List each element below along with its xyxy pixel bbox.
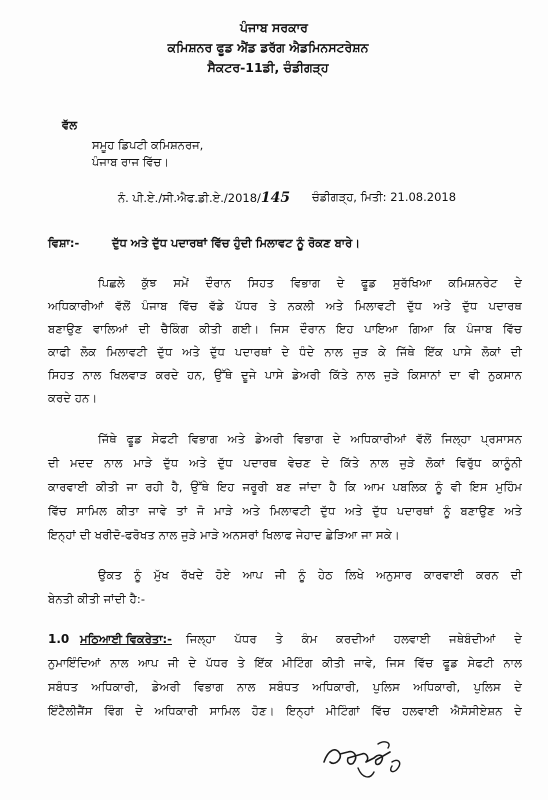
paragraph-2-line-4: ਵਿੱਚ ਸਾਮਿਲ ਕੀਤਾ ਜਾਵੇ ਤਾਂ ਜੋ ਮਾੜੇ ਅਤੇ ਮਿਲਾਵਟੀ ਦੁੱਧ ਅਤੇ ਦੁੱਧ ਪਦਾਰਥਾਂ ਨੂੰ ਬਣਾਉਣ ਅਤੇ <box>48 504 522 518</box>
reference-number <box>118 190 290 206</box>
place-date: ਚੰਡੀਗੜ੍ਹ, ਮਿਤੀ: 21.08.2018 <box>312 190 457 204</box>
paragraph-1-line-6: ਕਰਦੇ ਹਨ। <box>48 391 98 405</box>
section-number: 1.0 <box>48 632 70 646</box>
paragraph-2-line-2: ਦੀ ਮਦਦ ਨਾਲ ਮਾੜੇ ਦੁੱਧ ਅਤੇ ਦੁੱਧ ਪਦਾਰਥ ਵੇਚਣ ਦੇ ਕਿੱਤੇ ਨਾਲ ਜੁੜੇ ਲੋਕਾਂ ਵਿਰੁੱਧ ਕਾਨੂੰਨੀ <box>48 456 522 470</box>
paragraph-1-line-4: ਕਾਫੀ ਲੋਕ ਮਿਲਾਵਟੀ ਦੁੱਧ ਅਤੇ ਦੁੱਧ ਪਦਾਰਥਾਂ ਦੇ ਧੰਦੇ ਨਾਲ ਜੁੜ ਕੇ ਜਿੱਥੇ ਇੱਕ ਪਾਸੇ ਲੋਕਾਂ ਦੀ <box>48 345 522 359</box>
to-label: ਵੱਲ <box>62 118 77 132</box>
paragraph-3-line-1: ਉਕਤ ਨੂੰ ਮੁੱਖ ਰੱਖਦੇ ਹੋਏ ਆਪ ਜੀ ਨੂੰ ਹੇਠ ਲਿਖੇ ਅਨੁਸਾਰ ਕਾਰਵਾਈ ਕਰਨ ਦੀ <box>98 568 522 582</box>
reference-number-handwritten: 145 <box>260 190 291 206</box>
signature-image <box>318 732 408 784</box>
paragraph-1-line-5: ਸਿਹਤ ਨਾਲ ਖਿਲਵਾੜ ਕਰਦੇ ਹਨ, ਉੱਥੇ ਦੂਜੇ ਪਾਸੇ ਡੇਅਰੀ ਕਿੱਤੇ ਨਾਲ ਜੁੜੇ ਕਿਸਾਨਾਂ ਦਾ ਵੀ ਨੁਕਸਾਨ <box>48 368 522 382</box>
paragraph-1-line-2: ਅਧਿਕਾਰੀਆਂ ਵੱਲੋਂ ਪੰਜਾਬ ਵਿੱਚ ਵੱਡੇ ਪੱਧਰ ਤੇ ਨਕਲੀ ਅਤੇ ਮਿਲਾਵਟੀ ਦੁੱਧ ਅਤੇ ਦੁੱਧ ਪਦਾਰਥ <box>48 299 522 313</box>
section-line-2: ਨੁਮਾਇੰਦਿਆਂ ਨਾਲ ਆਪ ਜੀ ਦੇ ਪੱਧਰ ਤੇ ਇੱਕ ਮੀਟਿੰਗ ਕੀਤੀ ਜਾਵੇ, ਜਿਸ ਵਿੱਚ ਫੂਡ ਸੇਫਟੀ ਨਾਲ <box>48 656 522 670</box>
addressee-line-2: ਪੰਜਾਬ ਰਾਜ ਵਿੱਚ। <box>92 155 170 169</box>
section-line-4: ਇੰਟੈਲੀਜੈਂਸ ਵਿੰਗ ਦੇ ਅਧਿਕਾਰੀ ਸਾਮਿਲ ਹੋਣ। ਇਨ੍ਹਾਂ ਮੀਟਿੰਗਾਂ ਵਿੱਚ ਹਲਵਾਈ ਐਸੋਸੀਏਸ਼ਨ ਦੇ <box>48 704 522 718</box>
paragraph-1-line-1: ਪਿਛਲੇ ਕੁੱਝ ਸਮੇਂ ਦੌਰਾਨ ਸਿਹਤ ਵਿਭਾਗ ਦੇ ਫੂਡ ਸੁਰੱਖਿਆ ਕਮਿਸ਼ਨਰੇਟ ਦੇ <box>98 276 522 290</box>
subject-text: ਦੁੱਧ ਅਤੇ ਦੁੱਧ ਪਦਾਰਥਾਂ ਵਿੱਚ ਹੁੰਦੀ ਮਿਲਾਵਟ ਨੂੰ ਰੋਕਣ ਬਾਰੇ। <box>112 236 360 250</box>
section-line-1: ਜਿਲ੍ਹਾ ਪੱਧਰ ਤੇ ਕੰਮ ਕਰਦੀਆਂ ਹਲਵਾਈ ਜਥੇਬੰਦੀਆਂ ਦੇ <box>186 632 522 646</box>
paragraph-2-line-5: ਇਨ੍ਹਾਂ ਦੀ ਖਰੀਦੋ-ਫਰੋਖਤ ਨਾਲ ਜੁੜੇ ਮਾੜੇ ਅਨਸਰਾਂ ਖਿਲਾਫ ਜੇਹਾਦ ਛੇੜਿਆ ਜਾ ਸਕੇ। <box>48 528 400 542</box>
paragraph-2-line-1: ਜਿੱਥੇ ਫੂਡ ਸੇਫਟੀ ਵਿਭਾਗ ਅਤੇ ਡੇਅਰੀ ਵਿਭਾਗ ਦੇ ਅਧਿਕਾਰੀਆਂ ਵੱਲੋਂ ਜਿਲ੍ਹਾ ਪ੍ਰਸਾਸਨ <box>98 432 522 446</box>
paragraph-1-line-3: ਬਣਾਉਣ ਵਾਲਿਆਂ ਦੀ ਚੈਕਿੰਗ ਕੀਤੀ ਗਈ। ਜਿਸ ਦੌਰਾਨ ਇਹ ਪਾਇਆ ਗਿਆ ਕਿ ਪੰਜਾਬ ਵਿੱਚ <box>48 322 522 336</box>
reference-number-prefix: ਨੰ. ਪੀ.ਏ./ਸੀ.ਐਫ.ਡੀ.ਏ./2018/ <box>118 191 261 205</box>
paragraph-2-line-3: ਕਾਰਵਾਈ ਕੀਤੀ ਜਾ ਰਹੀ ਹੈ, ਉੱਥੇ ਇਹ ਜਰੂਰੀ ਬਣ ਜਾਂਦਾ ਹੈ ਕਿ ਆਮ ਪਬਲਿਕ ਨੂੰ ਵੀ ਇਸ ਮੁਹਿੰਮ <box>48 480 522 494</box>
section-title: ਮਠਿਆਈ ਵਿਕਰੇਤਾ:- <box>80 632 172 646</box>
addressee-line-1: ਸਮੂਹ ਡਿਪਟੀ ਕਮਿਸ਼ਨਰਜ, <box>92 138 204 152</box>
subject-label: ਵਿਸ਼ਾ:- <box>48 236 80 250</box>
government-name: ਪੰਜਾਬ ਸਰਕਾਰ <box>240 20 308 35</box>
paragraph-3-line-2: ਬੇਨਤੀ ਕੀਤੀ ਜਾਂਦੀ ਹੈ:- <box>48 592 146 606</box>
office-name: ਕਮਿਸ਼ਨਰ ਫੂਡ ਐਂਡ ਡਰੱਗ ਐਡਮਿਨਸਟਰੇਸ਼ਨ <box>167 40 369 55</box>
section-line-3: ਸਬੰਧਤ ਅਧਿਕਾਰੀ, ਡੇਅਰੀ ਵਿਭਾਗ ਨਾਲ ਸਬੰਧਤ ਅਧਿਕਾਰੀ, ਪੁਲਿਸ ਅਧਿਕਾਰੀ, ਪੁਲਿਸ ਦੇ <box>48 680 522 694</box>
office-address: ਸੈਕਟਰ-11ਡੀ, ਚੰਡੀਗੜ੍ਹ <box>207 60 329 75</box>
